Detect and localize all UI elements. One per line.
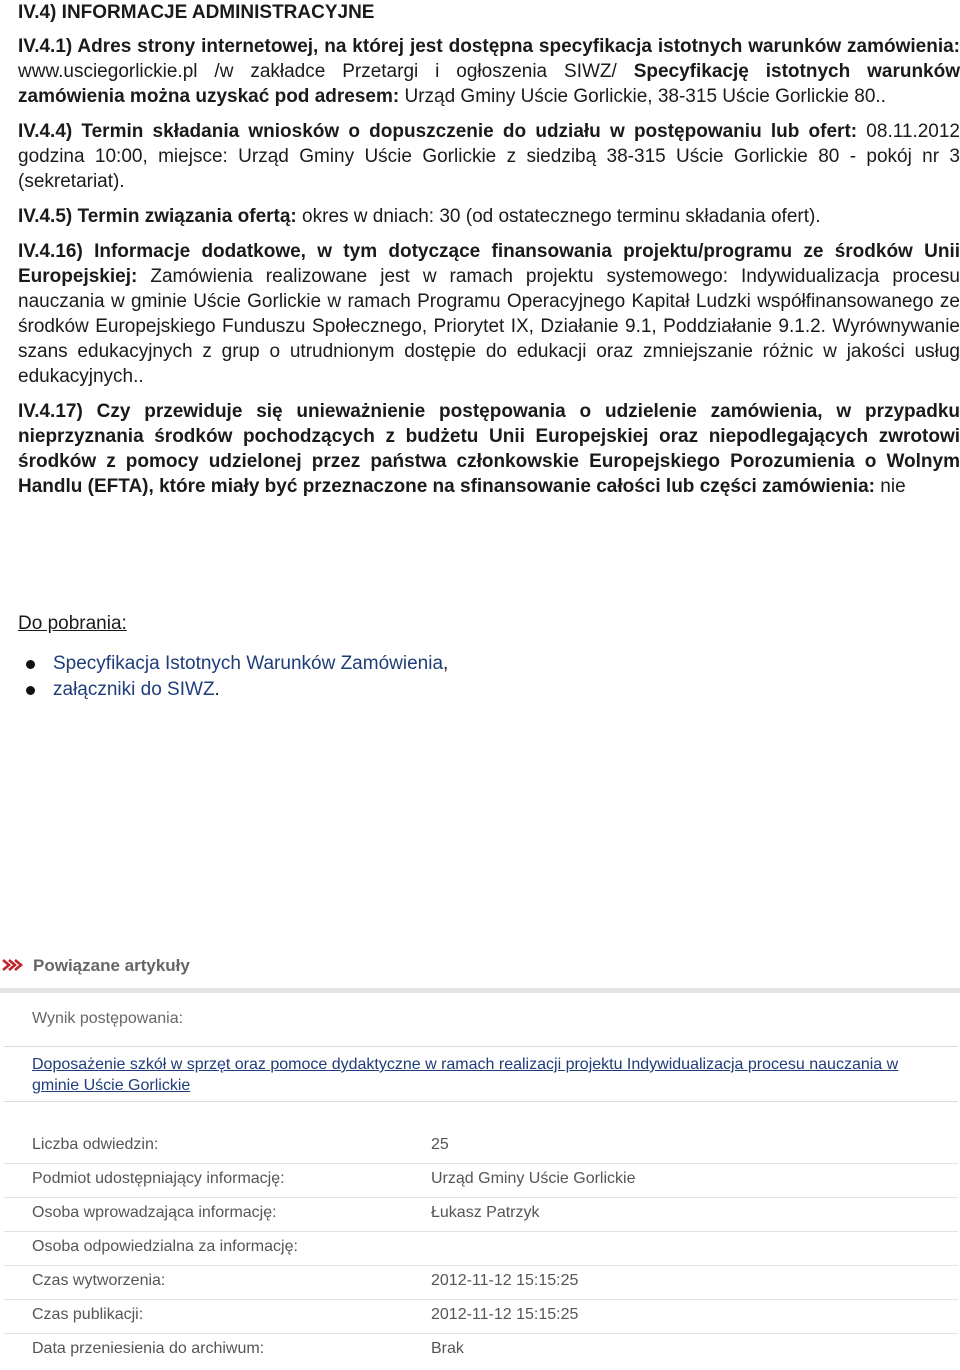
metadata-row — [0, 1160, 960, 1194]
paragraph-binding-period — [18, 204, 960, 229]
metadata-key: Podmiot udostępniający informację: — [32, 1170, 285, 1187]
metadata-row — [0, 1194, 960, 1228]
paragraph-text: Urząd Gminy Uście Gorlickie, 38-315 Uście Gorlickie 80.. — [399, 86, 886, 107]
metadata-value: Brak — [431, 1340, 464, 1357]
divider — [4, 1101, 958, 1102]
downloads-heading: Do pobrania: — [18, 613, 127, 634]
metadata-value: 2012-11-12 15:15:25 — [431, 1306, 579, 1323]
paragraph-additional-info — [18, 239, 960, 389]
related-articles — [0, 952, 960, 982]
paragraph-text: 08.11.2012 godzina 10:00, miejsce: Urząd Gminy Uście Gorlickie z siedzibą 38-315 Uście Gorlickie 80 - pokój nr 3 (sekretariat). — [18, 121, 960, 192]
metadata-value: 2012-11-12 15:15:25 — [431, 1272, 579, 1289]
paragraph-text: okres w dniach: 30 (od ostatecznego terminu składania ofert). — [296, 206, 821, 227]
metadata-key: Osoba odpowiedzialna za informację: — [32, 1238, 298, 1255]
divider — [4, 1046, 958, 1047]
result-label: Wynik postępowania: — [32, 1010, 184, 1027]
paragraph-label: Specyfikację istotnych warunków zamówienia można uzyskać pod adresem: — [18, 61, 960, 107]
double-chevron-right-icon — [2, 958, 24, 977]
paragraph-label: IV.4.4) Termin składania wniosków o dopuszczenie do udziału w postępowaniu lub ofert: — [18, 121, 858, 142]
metadata-key: Osoba wprowadzająca informację: — [32, 1204, 277, 1221]
paragraph-label: IV.4.16) Informacje dodatkowe, w tym dotyczące finansowania projektu/programu ze środków Unii Europejskiej: — [18, 241, 960, 287]
metadata-key: Czas publikacji: — [32, 1306, 144, 1323]
paragraph-label: IV.4.5) Termin związania ofertą: — [18, 206, 297, 227]
metadata-row — [0, 1126, 960, 1160]
paragraph-deadline — [18, 119, 960, 194]
list-item-suffix: , — [443, 653, 449, 674]
paragraph-text: nie — [875, 476, 906, 497]
list-item-suffix: . — [214, 679, 220, 700]
download-link-attachments[interactable]: załączniki do SIWZ — [53, 679, 215, 700]
related-articles-title: Powiązane artykuły — [33, 956, 190, 975]
metadata-row — [0, 1330, 960, 1364]
metadata-key: Czas wytworzenia: — [32, 1272, 166, 1289]
metadata-value: 25 — [431, 1136, 449, 1153]
downloads-list — [18, 651, 448, 703]
bullet-icon — [26, 660, 35, 669]
metadata-row — [0, 1228, 960, 1262]
paragraph-text: Zamówienia realizowane jest w ramach projektu systemowego: Indywidualizacja procesu nauczania w gminie Uście Gorlickie w ramach Programu Operacyjnego Kapitał Ludzki współfinansowanego ze środków Europejskiego Funduszu Społecznego, Priorytet IX, Działanie 9.1, Poddziałanie 9.1.2. Wyrównywanie szans edukacyjnych z grup o utrudnionym dostępie do edukacji oraz zmniejszanie różnic w jakości usług edukacyjnych.. — [18, 266, 960, 387]
metadata-value: Urząd Gminy Uście Gorlickie — [431, 1170, 636, 1187]
metadata-value: Łukasz Patrzyk — [431, 1204, 540, 1221]
paragraph-label: IV.4.17) Czy przewiduje się unieważnienie postępowania o udzielenie zamówienia, w przypadku nieprzyznania środków pochodzących z budżetu Unii Europejskiej oraz niepodlegających zwrotowi środków z pomocy udzielonej przez państwa członkowskie Europejskiego Porozumienia o Wolnym Handlu (EFTA), które miały być przeznaczone na sfinansowanie całości lub części zamówienia: — [18, 401, 960, 497]
document-body — [18, 0, 960, 499]
paragraph-website — [18, 34, 960, 109]
list-item — [18, 677, 448, 703]
metadata-key: Data przeniesienia do archiwum: — [32, 1340, 265, 1357]
metadata-key: Liczba odwiedzin: — [32, 1136, 159, 1153]
metadata-row — [0, 1296, 960, 1330]
list-item — [18, 651, 448, 677]
paragraph-text: www.usciegorlickie.pl /w zakładce Przetargi i ogłoszenia SIWZ/ — [18, 61, 617, 82]
divider — [0, 988, 960, 993]
paragraph-cancellation — [18, 399, 960, 499]
result-link[interactable]: Doposażenie szkół w sprzęt oraz pomoce dydaktyczne w ramach realizacji projektu Indywidualizacja procesu nauczania w gminie Uście Gorlickie — [32, 1056, 899, 1094]
bullet-icon — [26, 686, 35, 695]
section-title: IV.4) INFORMACJE ADMINISTRACYJNE — [18, 2, 375, 23]
download-link-siwz[interactable]: Specyfikacja Istotnych Warunków Zamówienia — [53, 653, 444, 674]
paragraph-label: IV.4.1) Adres strony internetowej, na której jest dostępna specyfikacja istotnych warunków zamówienia: — [18, 36, 960, 57]
metadata-row — [0, 1262, 960, 1296]
